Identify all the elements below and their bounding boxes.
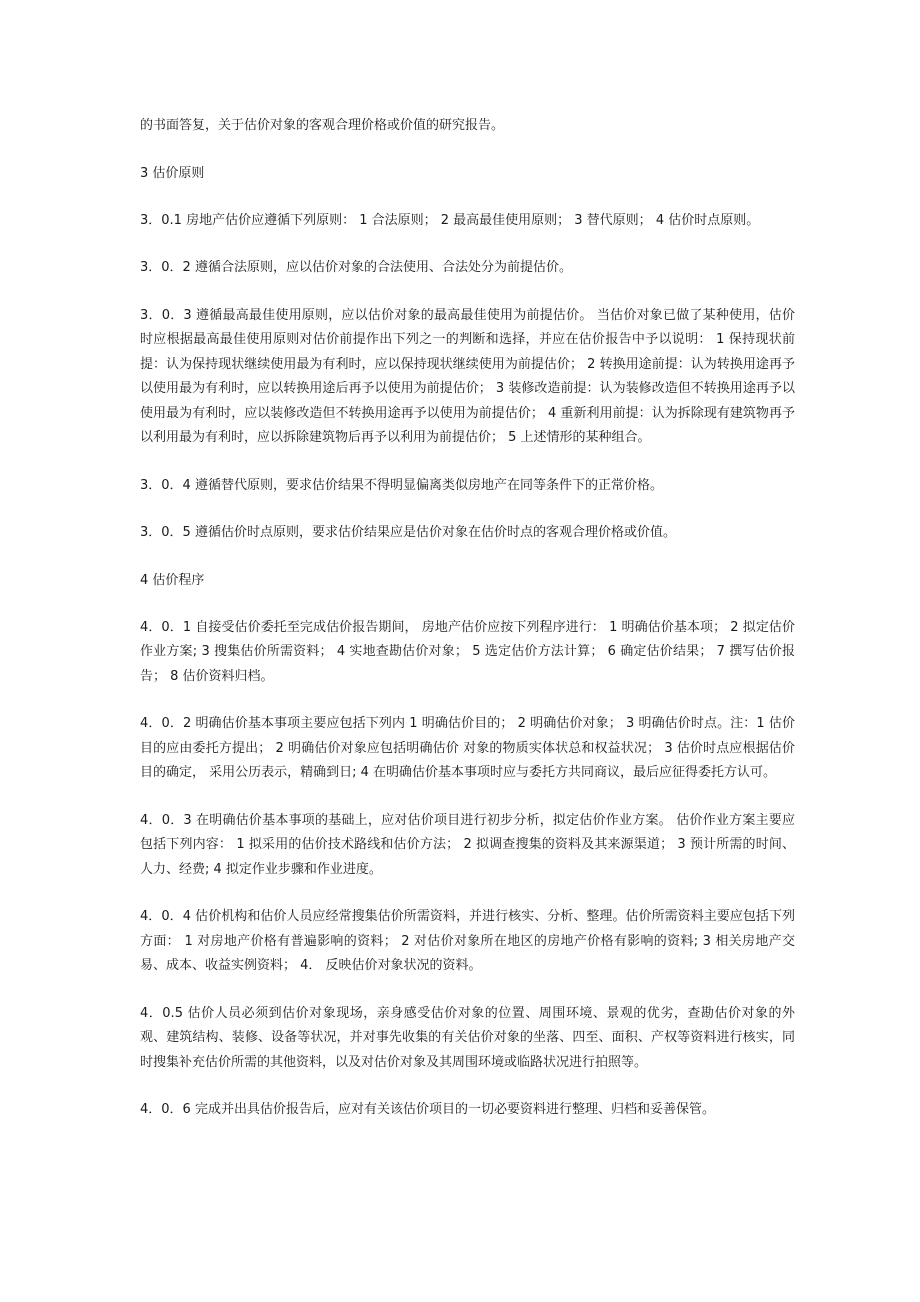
document-body bbox=[140, 114, 795, 1146]
paragraph-4-0-3: 4．0．3 在明确估价基本事项的基础上，应对估价项目进行初步分析，拟定估价作业方案。 估价作业方案主要应包括下列内容： 1 拟采用的估价技术路线和估价方法； 2 拟调查搜集的资料及其来源渠道； 3 预计所需的时间、人力、经费; 4 拟定作业步骤和作业进度。 bbox=[140, 812, 795, 877]
paragraph-4-0-4: 4．0．4 估价机构和估价人员应经常搜集估价所需资料，并进行核实、分析、整理。估价所需资料主要应包括下列方面： 1 对房地产价格有普遍影响的资料； 2 对估价对象所在地区的房地产价格有影响的资料; 3 相关房地产交易、成本、收益实例资料； 4． 反映估价对象状况的资料。 bbox=[140, 909, 795, 973]
paragraph-3-0-2: 3．0．2 遵循合法原则，应以估价对象的合法使用、合法处分为前提估价。 bbox=[140, 260, 572, 275]
paragraph-report-definition: 的书面答复，关于估价对象的客观合理价格或价值的研究报告。 bbox=[140, 118, 505, 133]
paragraph-3-0-3: 3．0．3 遵循最高最佳使用原则，应以估价对象的最高最佳使用为前提估价。 当估价对象已做了某种使用，估价时应根据最高最佳使用原则对估价前提作出下列之一的判断和选择，并应在估价报告中予以说明： 1 保持现状前提：认为保持现状继续使用最为有利时，应以保持现状继续使用为前提估价； 2 转换用途前提：认为转换用途再予以使用最为有利时，应以转换用途后再予以使用为前提估价； 3 装修改造前提：认为装修改造但不转换用途再予以使用最为有利时，应以装修改造但不转换用途再予以使用为前提估价； 4 重新利用前提：认为拆除现有建筑物再予以利用最为有利时，应以拆除建筑物后再予以利用为前提估价； 5 上述情形的某种组合。 bbox=[140, 307, 795, 445]
paragraph-3-0-5: 3．0．5 遵循估价时点原则，要求估价结果应是估价对象在估价时点的客观合理价格或价值。 bbox=[140, 525, 676, 540]
paragraph-4-0-1: 4．0．1 自接受估价委托至完成估价报告期间， 房地产估价应按下列程序进行： 1 明确估价基本项； 2 拟定估价作业方案; 3 搜集估价所需资料； 4 实地查勘估价对象； 5 选定估价方法计算； 6 确定估价结果； 7 撰写估价报告； 8 估价资料归档。 bbox=[140, 619, 795, 684]
paragraph-3-0-1: 3．0.1 房地产估价应遵循下列原则： 1 合法原则； 2 最高最佳使用原则； 3 替代原则； 4 估价时点原则。 bbox=[140, 212, 760, 228]
paragraph-4-0-2: 4．0．2 明确估价基本事项主要应包括下列内 1 明确估价目的； 2 明确估价对象； 3 明确估价时点。注：1 估价目的应由委托方提出； 2 明确估价对象应包括明确估价 对象的物质实体状总和权益状况； 3 估价时点应根据估价目的确定， 采用公历表示，精确到日; 4 在明确估价基本事项时应与委托方共同商议，最后应征得委托方认可。 bbox=[140, 716, 795, 780]
section-heading-valuation-procedure: 4 估价程序 bbox=[140, 572, 205, 588]
paragraph-3-0-4: 3．0．4 遵循替代原则，要求估价结果不得明显偏离类似房地产在同等条件下的正常价格。 bbox=[140, 477, 663, 493]
section-heading-valuation-principles: 3 估价原则 bbox=[140, 165, 205, 181]
paragraph-4-0-6: 4．0．6 完成并出具估价报告后，应对有关该估价项目的一切必要资料进行整理、归档和妥善保管。 bbox=[140, 1102, 715, 1117]
paragraph-4-0-5: 4．0.5 估价人员必须到估价对象现场，亲身感受估价对象的位置、周围环境、景观的优劣，查勘估价对象的外观、建筑结构、装修、设备等状况，并对事先收集的有关估价对象的坐落、四至、面积、产权等资料进行核实，同时搜集补充估价所需的其他资料，以及对估价对象及其周围环境或临路状况进行拍照等。 bbox=[140, 1005, 795, 1070]
